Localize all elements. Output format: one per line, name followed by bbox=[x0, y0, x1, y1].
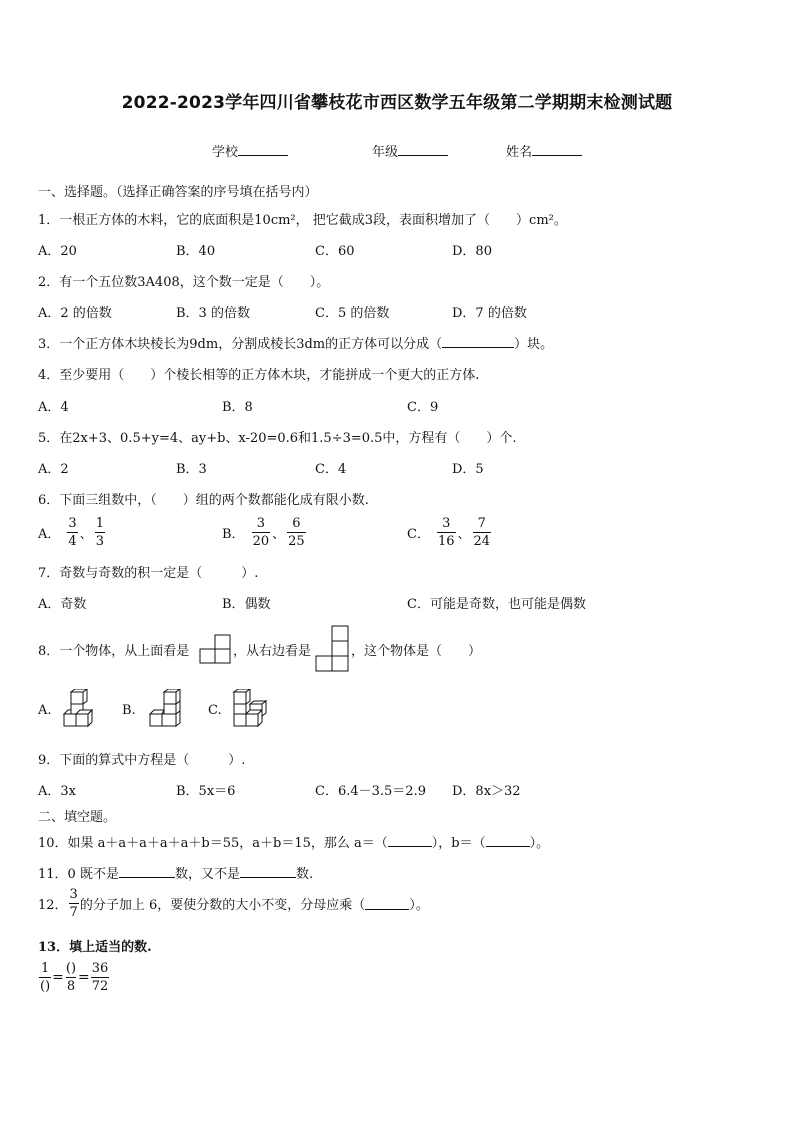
q2-option-a[interactable]: A．2 的倍数 bbox=[38, 306, 112, 321]
q8-option-a-label[interactable]: A. bbox=[38, 703, 52, 718]
fraction bbox=[67, 517, 77, 548]
numerator: 1 bbox=[40, 961, 50, 976]
q6-text: 6．下面三组数中，（ ）组的两个数都能化成有限小数. bbox=[38, 493, 369, 508]
numerator: 36 bbox=[91, 961, 109, 976]
denominator: 25 bbox=[288, 534, 305, 549]
right-view-figure bbox=[315, 625, 349, 672]
denominator: 3 bbox=[95, 534, 104, 549]
section1-heading: 一、选择题。（选择正确答案的序号填在括号内） bbox=[38, 185, 318, 200]
q5-option-d[interactable]: D．5 bbox=[452, 462, 484, 477]
q11-p1: 11．0 既不是 bbox=[38, 867, 119, 882]
numerator: 1 bbox=[95, 516, 104, 531]
q6-option-a-label: A． bbox=[38, 527, 61, 542]
denominator-blank[interactable]: () bbox=[40, 979, 51, 994]
q13-equation bbox=[38, 962, 110, 993]
fraction bbox=[69, 888, 79, 919]
q4-option-b[interactable]: B．8 bbox=[222, 400, 253, 415]
grade-label: 年级 bbox=[372, 145, 399, 160]
q1-option-c[interactable]: C．60 bbox=[315, 244, 355, 259]
q4-text: 4．至少要用（ ）个棱长相等的正方体木块，才能拼成一个更大的正方体. bbox=[38, 368, 480, 383]
q9-option-a[interactable]: A．3x bbox=[38, 784, 76, 799]
q9-option-b[interactable]: B．5x＝6 bbox=[176, 784, 236, 799]
fraction bbox=[39, 962, 51, 993]
denominator: 72 bbox=[91, 979, 109, 994]
q10-text bbox=[38, 832, 549, 851]
q7-option-a[interactable]: A．奇数 bbox=[38, 597, 87, 612]
q7-option-c[interactable]: C．可能是奇数，也可能是偶数 bbox=[407, 597, 586, 612]
fraction bbox=[252, 517, 271, 548]
q10-blank-b[interactable] bbox=[486, 834, 530, 847]
q6-option-b-label: B． bbox=[222, 527, 245, 542]
q12-answer-blank[interactable] bbox=[365, 897, 409, 910]
equals-sign: = bbox=[52, 969, 64, 986]
q3-answer-blank[interactable] bbox=[442, 335, 514, 348]
denominator: 8 bbox=[66, 979, 76, 994]
numerator-blank[interactable]: () bbox=[65, 961, 77, 976]
q9-option-c[interactable]: C．6.4－3.5＝2.9 bbox=[315, 784, 426, 799]
school-blank[interactable] bbox=[238, 143, 288, 156]
view-square bbox=[332, 641, 348, 656]
q1-option-d[interactable]: D．80 bbox=[452, 244, 492, 259]
q9-option-d[interactable]: D．8x＞32 bbox=[452, 784, 521, 799]
numerator: 7 bbox=[477, 516, 486, 531]
view-square bbox=[332, 656, 348, 671]
name-field[interactable] bbox=[506, 141, 582, 160]
q11-p3: 数. bbox=[295, 867, 314, 882]
q2-text: 2．有一个五位数3A408，这个数一定是（ ）。 bbox=[38, 275, 330, 290]
q12-text bbox=[38, 888, 429, 919]
cube-figure-a[interactable] bbox=[60, 689, 98, 729]
q2-option-b[interactable]: B．3 的倍数 bbox=[176, 306, 250, 321]
numerator: 3 bbox=[442, 516, 451, 531]
q4-option-c[interactable]: C．9 bbox=[407, 400, 439, 415]
q6-option-c[interactable] bbox=[407, 517, 492, 548]
q2-option-d[interactable]: D．7 的倍数 bbox=[452, 306, 527, 321]
fraction bbox=[95, 517, 105, 548]
denominator: 16 bbox=[437, 534, 455, 549]
page-title: 2022-2023学年四川省攀枝花市西区数学五年级第二学期期末检测试题 bbox=[121, 93, 673, 113]
fraction bbox=[287, 517, 306, 548]
q6-option-c-label: C． bbox=[407, 527, 430, 542]
q10-blank-a[interactable] bbox=[388, 834, 432, 847]
q6-option-b[interactable] bbox=[222, 517, 307, 548]
view-square bbox=[316, 656, 332, 671]
q6-option-a[interactable] bbox=[38, 517, 106, 548]
view-square bbox=[215, 649, 230, 663]
denominator: 7 bbox=[69, 905, 78, 920]
q5-option-c[interactable]: C．4 bbox=[315, 462, 347, 477]
q7-option-b[interactable]: B．偶数 bbox=[222, 597, 271, 612]
cube-figure-c[interactable] bbox=[230, 689, 270, 729]
denominator: 24 bbox=[473, 534, 491, 549]
separator: 、 bbox=[272, 527, 286, 542]
q3-text-before: 3．一个正方体木块棱长为9dm，分割成棱长3dm的正方体可以分成（ bbox=[38, 337, 443, 352]
section2-heading: 二、填空题。 bbox=[38, 810, 117, 825]
q11-blank-2[interactable] bbox=[240, 865, 296, 878]
view-square bbox=[215, 635, 230, 649]
q10-p2: ），b＝（ bbox=[431, 836, 486, 851]
fraction bbox=[91, 962, 110, 993]
q11-p2: 数，又不是 bbox=[174, 867, 240, 882]
q5-option-a[interactable]: A．2 bbox=[38, 462, 69, 477]
q8-option-c-label[interactable]: C. bbox=[208, 703, 222, 718]
q5-text: 5．在2x+3、0.5+y=4、ay+b、x-20=0.6和1.5÷3=0.5中，方程有（ ）个. bbox=[38, 431, 517, 446]
q2-option-c[interactable]: C．5 的倍数 bbox=[315, 306, 390, 321]
equals-sign: = bbox=[78, 969, 90, 986]
q8-p1: 8．一个物体，从上面看是 bbox=[38, 644, 190, 659]
view-square bbox=[332, 626, 348, 641]
numerator: 6 bbox=[292, 516, 301, 531]
denominator: 20 bbox=[252, 534, 270, 549]
q5-option-b[interactable]: B．3 bbox=[176, 462, 207, 477]
fraction bbox=[437, 517, 456, 548]
q8-p3: ，这个物体是（ ） bbox=[351, 644, 482, 659]
numerator: 3 bbox=[256, 516, 265, 531]
q10-p1: 10．如果 a＋a＋a＋a＋a＋b＝55，a＋b＝15，那么 a＝（ bbox=[38, 836, 388, 851]
school-field[interactable] bbox=[212, 141, 288, 160]
q13-text: 13．填上适当的数. bbox=[38, 940, 152, 955]
name-label: 姓名 bbox=[506, 145, 533, 160]
cube-figure-b[interactable] bbox=[146, 689, 186, 729]
q1-option-b[interactable]: B．40 bbox=[176, 244, 216, 259]
q8-p2: ，从右边看是 bbox=[233, 644, 312, 659]
q3-text bbox=[38, 333, 553, 352]
separator: 、 bbox=[457, 527, 471, 542]
grade-blank[interactable] bbox=[398, 143, 448, 156]
q1-text: 1．一根正方体的木料，它的底面积是10cm²， 把它截成3段，表面积增加了（ ）cm²。 bbox=[38, 213, 567, 228]
school-label: 学校 bbox=[212, 145, 239, 160]
q12-text-after: ）。 bbox=[409, 898, 429, 913]
q1-option-a[interactable]: A．20 bbox=[38, 244, 77, 259]
q3-text-after: ）块。 bbox=[514, 337, 554, 352]
separator: 、 bbox=[79, 527, 93, 542]
q8-option-b-label[interactable]: B. bbox=[122, 703, 136, 718]
q10-p3: ）。 bbox=[529, 836, 550, 851]
top-view-figure bbox=[199, 634, 231, 664]
numerator: 3 bbox=[69, 887, 78, 902]
q11-blank-1[interactable] bbox=[119, 865, 175, 878]
denominator: 4 bbox=[68, 534, 77, 549]
grade-field[interactable] bbox=[372, 141, 448, 160]
fraction bbox=[65, 962, 77, 993]
q12-text-before: 的分子加上 6，要使分数的大小不变，分母应乘（ bbox=[79, 898, 366, 913]
numerator: 3 bbox=[68, 516, 77, 531]
name-blank[interactable] bbox=[532, 143, 582, 156]
q7-text: 7．奇数与奇数的积一定是（ ）. bbox=[38, 566, 259, 581]
view-square bbox=[200, 649, 215, 663]
q9-text: 9．下面的算式中方程是（ ）. bbox=[38, 753, 246, 768]
q11-text bbox=[38, 863, 313, 882]
q4-option-a[interactable]: A．4 bbox=[38, 400, 69, 415]
fraction bbox=[473, 517, 492, 548]
q12-label: 12． bbox=[38, 898, 68, 913]
